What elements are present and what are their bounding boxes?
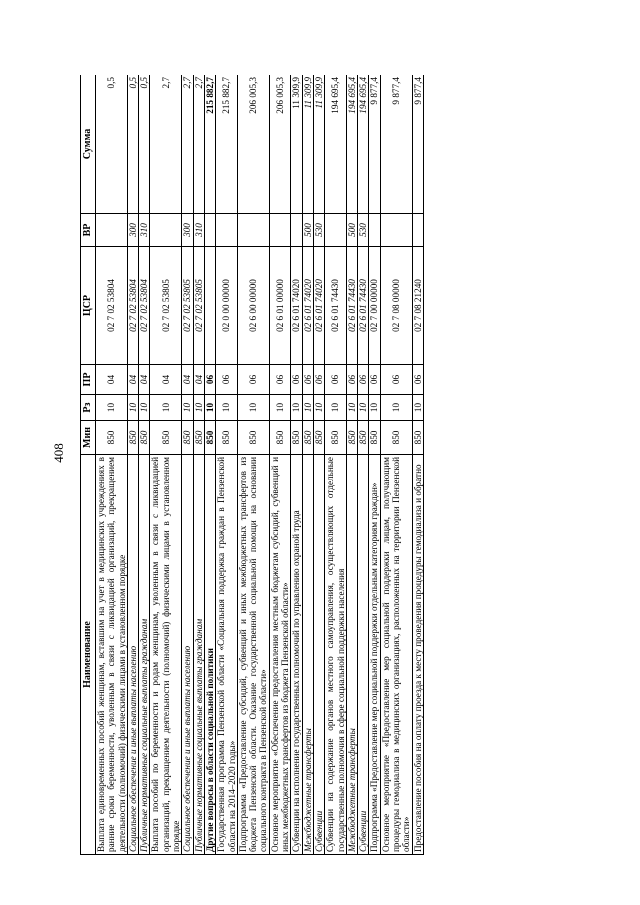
header-csr: ЦСР [81,247,96,365]
cell-sum: 215 882,7 [216,75,238,214]
cell-rz: 10 [96,395,128,421]
cell-sum: 0,5 [127,75,138,214]
cell-rz: 10 [216,395,238,421]
table-header-row [81,75,96,855]
cell-rz: 10 [237,395,269,421]
cell-pr: 04 [139,365,150,395]
cell-name: Публичные нормативные социальные выплаты гражданам [193,455,204,855]
table-row [358,75,369,855]
cell-pr: 04 [150,365,182,395]
cell-pr: 04 [182,365,193,395]
cell-sum: 11 309,9 [313,75,324,214]
table-row [139,75,150,855]
cell-rz: 10 [380,395,412,421]
table-row [325,75,347,855]
table-row [216,75,238,855]
cell-name: Выплата пособий по беременности и родам женщинам, уволенным в связи с ликвидацией организаций, прекращением деятельности (полномочий) физическими лицами в установленном порядке [150,455,182,855]
cell-sum: 0,5 [96,75,128,214]
cell-csr: 02 6 01 00000 [269,247,291,365]
table-row [150,75,182,855]
cell-sum: 2,7 [150,75,182,214]
cell-min: 850 [380,421,412,455]
cell-name: Подпрограмма «Предоставление мер социальной поддержки отдельным категориям граждан» [369,455,380,855]
cell-pr: 04 [193,365,204,395]
cell-name: Подпрограмма «Предоставление субсидий, субвенций и иных межбюджетных трансфертов из бюджета Пензенской области. Оказание государственной социальной помощи на основании социального контракта в Пензенской области» [237,455,269,855]
cell-rz: 10 [204,395,215,421]
cell-sum: 9 877,4 [380,75,412,214]
cell-rz: 10 [325,395,347,421]
cell-csr: 02 7 02 53804 [139,247,150,365]
cell-pr: 06 [380,365,412,395]
cell-vr: 500 [302,214,313,247]
cell-rz: 10 [358,395,369,421]
header-min: Мин [81,421,96,455]
cell-pr: 06 [412,365,423,395]
cell-sum: 9 877,4 [369,75,380,214]
header-vr: ВР [81,214,96,247]
cell-rz: 10 [412,395,423,421]
cell-csr: 02 0 00 00000 [216,247,238,365]
header-sum: Сумма [81,75,96,214]
cell-rz: 10 [193,395,204,421]
cell-csr: 02 6 01 74020 [302,247,313,365]
header-pr: ПР [81,365,96,395]
cell-pr: 06 [237,365,269,395]
cell-rz: 10 [313,395,324,421]
cell-rz: 10 [182,395,193,421]
cell-name: Межбюджетные трансферты [346,455,357,855]
cell-vr [369,214,380,247]
cell-min: 850 [204,421,215,455]
cell-min: 850 [313,421,324,455]
cell-rz: 10 [139,395,150,421]
cell-csr: 02 6 01 74020 [291,247,302,365]
cell-csr: 02 6 01 74430 [346,247,357,365]
cell-pr: 06 [358,365,369,395]
cell-rz: 10 [150,395,182,421]
cell-min: 850 [325,421,347,455]
cell-rz: 10 [346,395,357,421]
cell-name: Социальное обеспечение и иные выплаты населению [127,455,138,855]
cell-min: 850 [139,421,150,455]
cell-vr: 500 [346,214,357,247]
cell-sum: 206 005,3 [237,75,269,214]
cell-pr: 06 [325,365,347,395]
table-row [346,75,357,855]
budget-table [80,75,424,855]
cell-sum: 0,5 [139,75,150,214]
cell-sum: 194 695,4 [358,75,369,214]
cell-csr: 02 6 01 74430 [325,247,347,365]
cell-sum: 11 309,9 [302,75,313,214]
header-rz: Рз [81,395,96,421]
cell-sum: 11 309,9 [291,75,302,214]
cell-min: 850 [412,421,423,455]
table-row [193,75,204,855]
cell-vr: 530 [358,214,369,247]
cell-pr: 04 [127,365,138,395]
cell-name: Выплата единовременных пособий женщинам, вставшим на учет в медицинских учреждениях в ранние сроки беременности, уволенным в связи с ликвидацией организаций, прекращением деятельности (полномочий) физическими лицами в установленном порядке [96,455,128,855]
cell-pr: 06 [269,365,291,395]
cell-pr: 06 [216,365,238,395]
cell-name: Субвенции на исполнение государственных полномочий по управлению охраной труда [291,455,302,855]
cell-vr: 300 [127,214,138,247]
page-number: 408 [51,443,66,463]
cell-vr: 530 [313,214,324,247]
cell-name: Субвенции на содержание органов местного самоуправления, осуществляющих отдельные государственные полномочия в сфере социальной поддержки населения [325,455,347,855]
cell-vr [216,214,238,247]
table-row [412,75,423,855]
cell-name: Субвенции [313,455,324,855]
cell-sum: 2,7 [182,75,193,214]
table-row [302,75,313,855]
cell-vr [204,214,215,247]
cell-csr: 02 7 00 00000 [369,247,380,365]
cell-pr: 06 [369,365,380,395]
cell-vr [96,214,128,247]
cell-vr: 300 [182,214,193,247]
cell-min: 850 [182,421,193,455]
cell-vr [237,214,269,247]
cell-pr: 06 [313,365,324,395]
cell-csr: 02 7 08 21240 [412,247,423,365]
cell-name: Основное мероприятие «Обеспечение предоставления местным бюджетам субсидий, субвенций и иных межбюджетных трансфертов из бюджета Пензенской области» [269,455,291,855]
cell-name: Субвенции [358,455,369,855]
cell-vr [325,214,347,247]
cell-pr: 04 [96,365,128,395]
cell-csr: 02 7 02 53805 [193,247,204,365]
cell-min: 850 [216,421,238,455]
table-row [369,75,380,855]
cell-vr [291,214,302,247]
cell-vr: 310 [139,214,150,247]
cell-vr [412,214,423,247]
cell-min: 850 [302,421,313,455]
cell-csr: 02 7 02 53805 [150,247,182,365]
cell-min: 850 [237,421,269,455]
cell-csr: 02 7 02 53804 [96,247,128,365]
cell-vr [150,214,182,247]
table-row [380,75,412,855]
cell-name: Другие вопросы в области социальной политики [204,455,215,855]
cell-min: 850 [150,421,182,455]
table-rotation-wrapper [80,75,487,855]
cell-sum: 2,7 [193,75,204,214]
cell-vr: 310 [193,214,204,247]
cell-csr: 02 6 01 74020 [313,247,324,365]
cell-vr [269,214,291,247]
cell-sum: 9 877,4 [412,75,423,214]
cell-min: 850 [346,421,357,455]
cell-csr: 02 6 00 00000 [237,247,269,365]
table-row [204,75,215,855]
table-body [96,75,424,855]
cell-name: Межбюджетные трансферты [302,455,313,855]
table-row [96,75,128,855]
cell-min: 850 [269,421,291,455]
cell-name: Предоставление пособия на оплату проезда к месту проведения процедуры гемодиализа и обратно [412,455,423,855]
cell-min: 850 [291,421,302,455]
table-row [237,75,269,855]
cell-pr: 06 [302,365,313,395]
cell-min: 850 [193,421,204,455]
cell-csr: 02 7 08 00000 [380,247,412,365]
cell-name: Основное мероприятие «Предоставление мер социальной поддержки лицам, получающим процедуры гемодиализа в медицинских организациях, расположенных на территории Пензенской области» [380,455,412,855]
cell-csr: 02 6 01 74430 [358,247,369,365]
table-row [127,75,138,855]
cell-vr [380,214,412,247]
cell-min: 850 [96,421,128,455]
cell-min: 850 [369,421,380,455]
table-row [291,75,302,855]
header-name: Наименование [81,455,96,855]
cell-csr: 02 7 02 53804 [127,247,138,365]
table-row [182,75,193,855]
cell-sum: 194 695,4 [346,75,357,214]
cell-pr: 06 [291,365,302,395]
cell-name: Государственная программа Пензенской области «Социальная поддержка граждан в Пензенской области на 2014–2020 годы» [216,455,238,855]
table-row [313,75,324,855]
cell-rz: 10 [269,395,291,421]
cell-name: Публичные нормативные социальные выплаты гражданам [139,455,150,855]
cell-pr: 06 [204,365,215,395]
cell-min: 850 [358,421,369,455]
cell-csr: 02 7 02 53805 [182,247,193,365]
cell-rz: 10 [302,395,313,421]
cell-name: Социальное обеспечение и иные выплаты населению [182,455,193,855]
cell-pr: 06 [346,365,357,395]
cell-csr [204,247,215,365]
table-row [269,75,291,855]
cell-rz: 10 [127,395,138,421]
cell-sum: 215 882,7 [204,75,215,214]
cell-rz: 10 [291,395,302,421]
cell-min: 850 [127,421,138,455]
cell-sum: 206 005,3 [269,75,291,214]
rotated-table-area [80,75,487,855]
cell-rz: 10 [369,395,380,421]
cell-sum: 194 695,4 [325,75,347,214]
